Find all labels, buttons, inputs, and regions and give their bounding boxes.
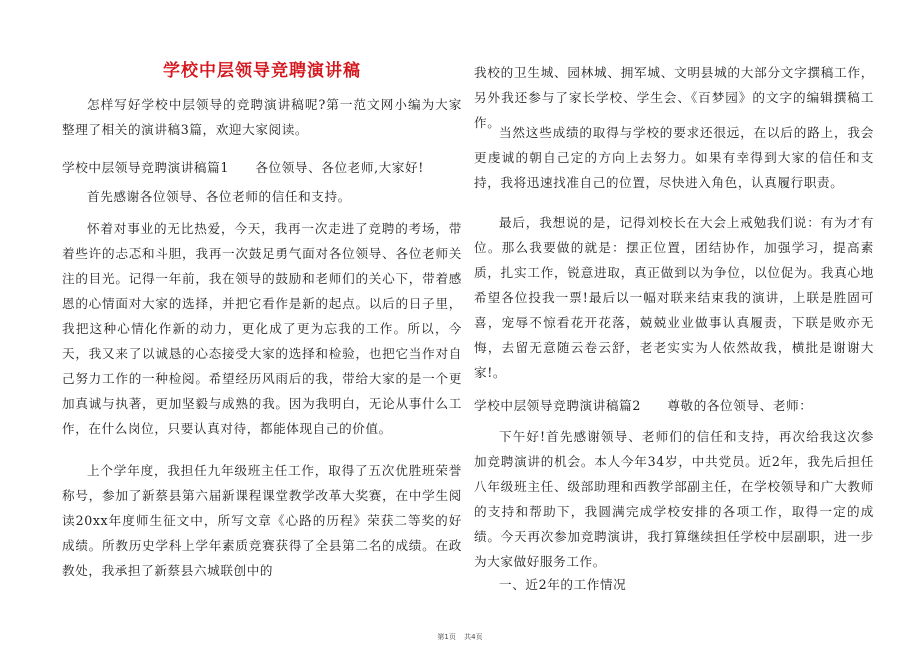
- body-paragraph-1: 怀着对事业的无比热爱，今天，我再一次走进了竞聘的考场，带着些许的忐忑和斗胆，我再一次鼓足勇气面对各位领导、各位老师关注的目光。记得一年前，我在领导的鼓励和老师们的关心下，带着感恩的心情面对大家的选择，并把它看作是新的起点。以后的日子里，我把这种心情化作新的动力，更化成了更为忘我的工作。所以，今天，我又来了以诚恳的心态接受大家的选择和检验，也把它当作对自己努力工作的一种检阅。希望经历风雨后的我，带给大家的是一个更加真诚与执著，更加坚毅与成熟的我。因为我明白，无论从事什么工作，在什么岗位，只要认真对待，都能体现自己的价值。: [62, 221, 462, 436]
- document-title: 学校中层领导竞聘演讲稿: [163, 61, 361, 81]
- page-total: 共4页: [464, 633, 483, 641]
- page-number: 第1页: [437, 633, 456, 641]
- body-paragraph-3: 当然这些成绩的取得与学校的要求还很远，在以后的路上，我会更虔诚的朝自己定的方向上去努力。如果有幸得到大家的信任和支持，我将迅速找准自己的位置，尽快进入角色，认真履行职责。: [474, 125, 874, 190]
- page-footer: [0, 632, 920, 642]
- body-paragraph-4: 下午好!首先感谢领导、老师们的信任和支持，再次给我这次参加竞聘演讲的机会。本人今年34岁，中共党员。近2年，我先后担任八年级班主任、级部助理和西教学部副主任，在学校领导和广大教师的支持和帮助下，我圆满完成学校安排的各项工作，取得一定的成绩。今天再次参加竞聘演讲，我打算继续担任学校中层副职，进一步为大家做好服务工作。: [474, 429, 874, 569]
- intro-paragraph: 怎样写好学校中层领导的竞聘演讲稿呢?第一范文网小编为大家整理了相关的演讲稿3篇，欢迎大家阅读。: [62, 97, 462, 137]
- section-heading-2: 学校中层领导竞聘演讲稿篇2 尊敬的各位领导、老师：: [474, 398, 813, 413]
- subheading: 一、近2年的工作情况: [499, 577, 627, 592]
- continued-paragraph: 我校的卫生城、园林城、拥军城、文明县城的大部分文字撰稿工作，另外我还参与了家长学校、学生会、《百梦园》的文字的编辑撰稿工作。: [474, 65, 874, 130]
- section-heading-1: 学校中层领导竞聘演讲稿篇1 各位领导、各位老师,大家好!: [62, 160, 424, 175]
- closing-paragraph: 最后，我想说的是，记得刘校长在大会上戒勉我们说：有为才有位。那么我要做的就是：摆正位置，团结协作，加强学习，提高素质，扎实工作，锐意进取，真正做到以为争位，以位促为。我真心地希望各位投我一票!最后以一幅对联来结束我的演讲，上联是胜固可喜，宠辱不惊看花开花落，兢兢业业做事认真履责，下联是败亦无悔，去留无意随云卷云舒，老老实实为人依然故我，横批是谢谢大家!。: [474, 215, 874, 380]
- body-paragraph-2: 上个学年度，我担任九年级班主任工作，取得了五次优胜班荣誉称号，参加了新蔡县第六届新课程课堂教学改革大奖赛，在中学生阅读20xx年度师生征文中，所写文章《心路的历程》荣获二等奖的好成绩。所教历史学科上学年素质竞赛获得了全县第二名的成绩。在政教处，我承担了新蔡县六城联创中的: [62, 463, 462, 578]
- thanks-paragraph: 首先感谢各位领导、各位老师的信任和支持。: [87, 189, 351, 204]
